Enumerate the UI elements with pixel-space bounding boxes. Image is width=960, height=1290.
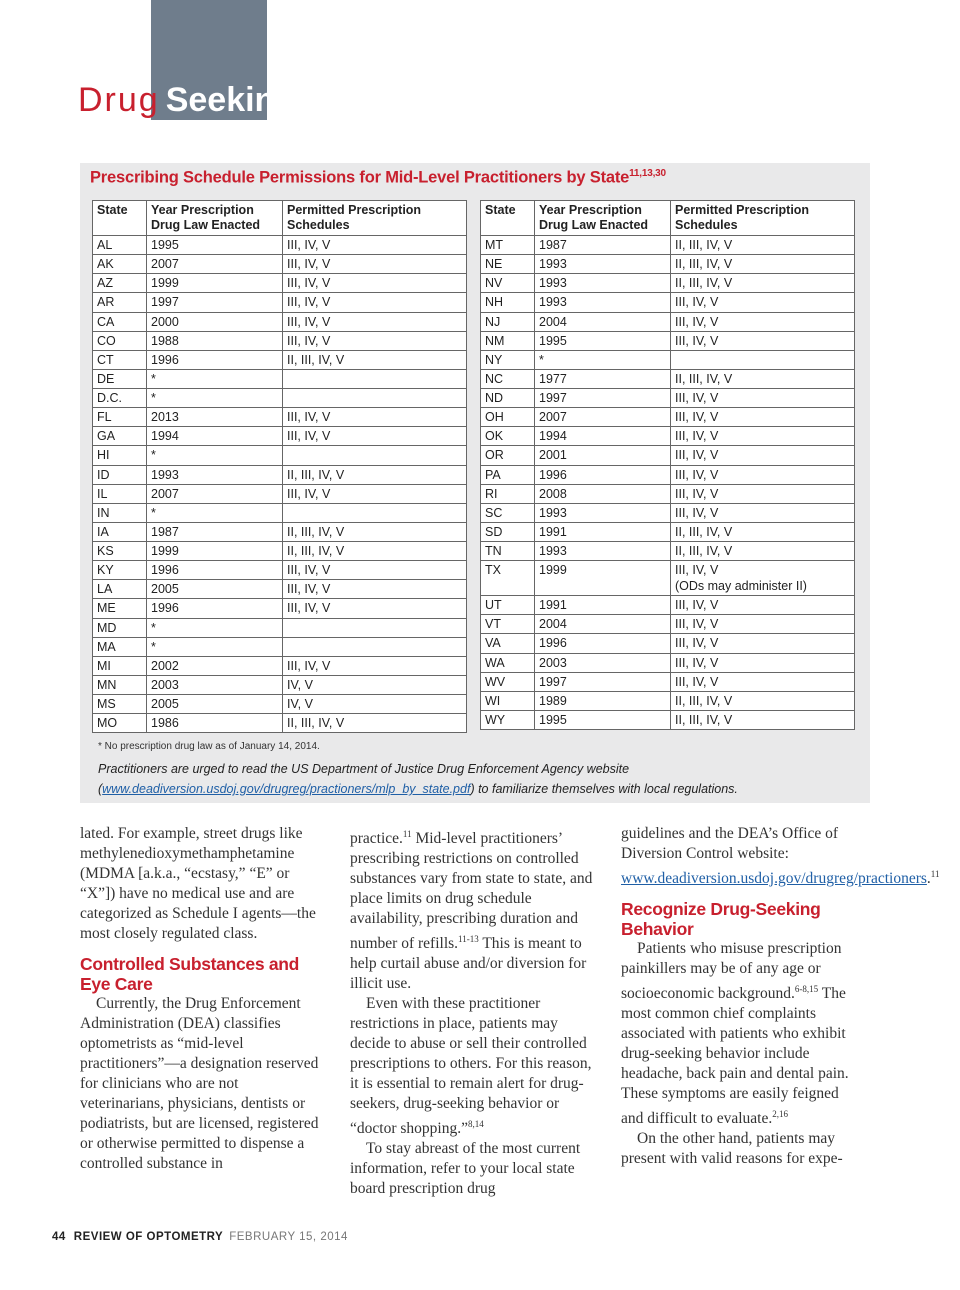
cell-year: 1987 xyxy=(535,236,671,255)
cell-year: * xyxy=(147,618,283,637)
table-row xyxy=(481,255,855,274)
table-row xyxy=(93,675,467,694)
cell-year: 1987 xyxy=(147,522,283,541)
cell-year: 2004 xyxy=(535,312,671,331)
cell-state: RI xyxy=(481,484,535,503)
text: Patients who misuse prescription painkillers may be of any age or socioeconomic background. xyxy=(621,940,842,1003)
cell-year: 2002 xyxy=(147,656,283,675)
cell-year: 1996 xyxy=(147,350,283,369)
cell-year: 1994 xyxy=(147,427,283,446)
cell-year: 2005 xyxy=(147,580,283,599)
cell-schedules: II, III, IV, V xyxy=(283,542,467,561)
cell-year: 2007 xyxy=(535,408,671,427)
paragraph xyxy=(621,939,865,1129)
table-row xyxy=(481,465,855,484)
table-row xyxy=(93,274,467,293)
advisory-text-pre: Practitioners are urged to read the US Department of Justice Drug Enforcement Agency website ( xyxy=(98,762,630,796)
sidebar-title-text: Prescribing Schedule Permissions for Mid-Level Practitioners by State xyxy=(90,168,630,187)
table-row xyxy=(481,274,855,293)
table-row xyxy=(93,408,467,427)
table-row xyxy=(481,710,855,729)
column-header-schedules: Permitted Prescription Schedules xyxy=(671,201,855,236)
cell-state: MT xyxy=(481,236,535,255)
cell-schedules: III, IV, V xyxy=(283,274,467,293)
cell-year: * xyxy=(535,350,671,369)
cell-year: 1977 xyxy=(535,369,671,388)
subheading-recognize-behavior: Recognize Drug-Seeking Behavior xyxy=(621,899,821,940)
cell-state: WI xyxy=(481,691,535,710)
cell-year: 2008 xyxy=(535,484,671,503)
table-row xyxy=(481,293,855,312)
cell-state: HI xyxy=(93,446,147,465)
ref: 11-13 xyxy=(458,934,479,945)
cell-state: NY xyxy=(481,350,535,369)
cell-state: AZ xyxy=(93,274,147,293)
cell-state: SD xyxy=(481,522,535,541)
text: . xyxy=(926,870,931,888)
cell-state: D.C. xyxy=(93,389,147,408)
cell-year: * xyxy=(147,369,283,388)
schedule-table-right xyxy=(480,200,855,730)
table-row xyxy=(481,389,855,408)
cell-year: 1989 xyxy=(535,691,671,710)
section-title xyxy=(78,80,296,120)
cell-schedules: III, IV, V xyxy=(283,236,467,255)
cell-year: 1993 xyxy=(535,542,671,561)
cell-schedules: III, IV, V xyxy=(671,672,855,691)
issue-date: FEBRUARY 15, 2014 xyxy=(229,1231,348,1243)
article-column-1 xyxy=(80,824,324,1174)
table-body-left xyxy=(93,236,467,733)
cell-state: TN xyxy=(481,542,535,561)
column-header-year: Year Prescription Drug Law Enacted xyxy=(147,201,283,236)
table-row xyxy=(93,255,467,274)
ref: 11 xyxy=(402,829,412,839)
paragraph: lated. For example, street drugs like methylenedioxymethamphetamine (MDMA [a.k.a., “ecstasy,” “E” or “X”]) have no medical use and are categorized as Schedule I agents—the most closely regulated class. xyxy=(80,825,316,942)
cell-schedules: III, IV, V xyxy=(671,484,855,503)
cell-state: IL xyxy=(93,484,147,503)
cell-state: PA xyxy=(481,465,535,484)
column-header-state: State xyxy=(93,201,147,236)
cell-year: 1993 xyxy=(535,255,671,274)
table-body-right xyxy=(481,236,855,730)
cell-schedules xyxy=(283,389,467,408)
table-row xyxy=(93,637,467,656)
table-row xyxy=(93,714,467,733)
table-row xyxy=(93,522,467,541)
cell-year: 1999 xyxy=(535,561,671,596)
cell-year: 1996 xyxy=(147,599,283,618)
cell-state: AL xyxy=(93,236,147,255)
table-row xyxy=(93,389,467,408)
cell-schedules xyxy=(283,446,467,465)
article-column-2 xyxy=(350,824,594,1199)
cell-state: OH xyxy=(481,408,535,427)
table-row xyxy=(481,672,855,691)
cell-state: WV xyxy=(481,672,535,691)
table-row xyxy=(93,369,467,388)
subheading-controlled-substances: Controlled Substances and Eye Care xyxy=(80,954,300,994)
table-row xyxy=(93,561,467,580)
cell-schedules: IV, V xyxy=(283,675,467,694)
paragraph xyxy=(350,824,594,994)
cell-state: OK xyxy=(481,427,535,446)
cell-state: MA xyxy=(93,637,147,656)
cell-schedules xyxy=(283,637,467,656)
table-header-row xyxy=(481,201,855,236)
cell-state: NC xyxy=(481,369,535,388)
cell-schedules: II, III, IV, V xyxy=(671,274,855,293)
cell-schedules: II, III, IV, V xyxy=(283,522,467,541)
cell-state: UT xyxy=(481,596,535,615)
cell-state: MO xyxy=(93,714,147,733)
table-row xyxy=(481,446,855,465)
table-row xyxy=(93,503,467,522)
cell-schedules: III, IV, V xyxy=(283,293,467,312)
cell-state: CO xyxy=(93,331,147,350)
cell-schedules: III, IV, V xyxy=(283,427,467,446)
cell-state: NV xyxy=(481,274,535,293)
cell-state: WY xyxy=(481,710,535,729)
cell-state: KS xyxy=(93,542,147,561)
cell-schedules: II, III, IV, V xyxy=(671,369,855,388)
cell-year: * xyxy=(147,637,283,656)
sidebar-title xyxy=(90,168,666,188)
schedule-table-left xyxy=(92,200,467,733)
cell-schedules: III, IV, V xyxy=(283,484,467,503)
cell-year: 1999 xyxy=(147,542,283,561)
cell-schedules: III, IV, V xyxy=(671,503,855,522)
table-row xyxy=(93,465,467,484)
cell-state: MI xyxy=(93,656,147,675)
table-row xyxy=(481,596,855,615)
ref: 2,16 xyxy=(772,1109,788,1120)
cell-year: 2007 xyxy=(147,255,283,274)
cell-state: ME xyxy=(93,599,147,618)
page-footer xyxy=(52,1231,348,1243)
cell-year: 1993 xyxy=(535,503,671,522)
table-row xyxy=(93,599,467,618)
ref: 11 xyxy=(930,869,940,879)
text: The most common chief complaints associated with patients who exhibit drug-seeking behavior include headache, back pain and dental pain. These symptoms are easily feigned and difficult to evaluate. xyxy=(621,985,849,1128)
table-row xyxy=(93,656,467,675)
cell-schedules: III, IV, V xyxy=(671,634,855,653)
column-header-schedules: Permitted Prescription Schedules xyxy=(283,201,467,236)
cell-schedules: III, IV, V xyxy=(671,653,855,672)
cell-state: GA xyxy=(93,427,147,446)
advisory-note xyxy=(98,759,858,799)
text: Mid-level practitioners’ prescribing restrictions on controlled substances vary from state to state, and place limits on drug schedule availability, prescribing duration and number of refills. xyxy=(350,830,593,953)
table-row xyxy=(481,369,855,388)
cell-state: KY xyxy=(93,561,147,580)
table-row xyxy=(481,615,855,634)
cell-schedules: III, IV, V xyxy=(283,312,467,331)
cell-state: MN xyxy=(93,675,147,694)
cell-year: 1997 xyxy=(147,293,283,312)
cell-schedules: III, IV, V (ODs may administer II) xyxy=(671,561,855,596)
cell-schedules: II, III, IV, V xyxy=(671,542,855,561)
text: practice. xyxy=(350,830,403,848)
cell-year: 1996 xyxy=(147,561,283,580)
cell-year: * xyxy=(147,503,283,522)
cell-schedules: III, IV, V xyxy=(283,408,467,427)
cell-schedules: II, III, IV, V xyxy=(283,465,467,484)
cell-year: 1988 xyxy=(147,331,283,350)
text: Even with these practitioner restrictions in place, patients may decide to abuse or sell their controlled prescriptions to others. For this reason, it is essential to remain alert for drug-seekers, drug-seeking behavior or “doctor shopping.” xyxy=(350,995,592,1138)
table-row xyxy=(481,561,855,596)
paragraph: On the other hand, patients may present with valid reasons for expe- xyxy=(621,1130,843,1168)
paragraph xyxy=(621,824,940,889)
text: guidelines and the DEA’s Office of Diversion Control website: xyxy=(621,825,839,862)
cell-year: 1986 xyxy=(147,714,283,733)
table-row xyxy=(481,331,855,350)
cell-year: 2007 xyxy=(147,484,283,503)
cell-state: LA xyxy=(93,580,147,599)
table-row xyxy=(481,427,855,446)
cell-year: 1995 xyxy=(147,236,283,255)
cell-year: 1993 xyxy=(535,293,671,312)
cell-state: FL xyxy=(93,408,147,427)
table-row xyxy=(93,350,467,369)
ref: 8,14 xyxy=(467,1119,484,1130)
cell-schedules: III, IV, V xyxy=(283,255,467,274)
table-row xyxy=(481,653,855,672)
cell-year: 1996 xyxy=(535,465,671,484)
table-row xyxy=(481,236,855,255)
cell-year: * xyxy=(147,446,283,465)
column-header-state: State xyxy=(481,201,535,236)
cell-state: OR xyxy=(481,446,535,465)
cell-year: 1999 xyxy=(147,274,283,293)
cell-state: IA xyxy=(93,522,147,541)
cell-state: ND xyxy=(481,389,535,408)
cell-year: 1995 xyxy=(535,331,671,350)
cell-year: 1995 xyxy=(535,710,671,729)
cell-schedules: II, III, IV, V xyxy=(283,714,467,733)
cell-schedules: II, III, IV, V xyxy=(283,350,467,369)
cell-year: 2001 xyxy=(535,446,671,465)
cell-schedules xyxy=(283,503,467,522)
paragraph: To stay abreast of the most current information, refer to your local state board prescription drug xyxy=(350,1140,581,1198)
text: This is meant to help curtail abuse and/or diversion for illicit use. xyxy=(350,935,587,993)
cell-schedules: III, IV, V xyxy=(283,580,467,599)
cell-state: CA xyxy=(93,312,147,331)
table-row xyxy=(93,542,467,561)
advisory-text-post: ) to familiarize themselves with local regulations. xyxy=(470,782,738,796)
cell-schedules: III, IV, V xyxy=(283,599,467,618)
cell-schedules: III, IV, V xyxy=(283,331,467,350)
cell-state: NJ xyxy=(481,312,535,331)
cell-schedules: III, IV, V xyxy=(671,596,855,615)
page-number: 44 xyxy=(52,1231,66,1243)
cell-state: MD xyxy=(93,618,147,637)
cell-schedules: III, IV, V xyxy=(671,389,855,408)
cell-year: 1996 xyxy=(535,634,671,653)
cell-schedules: III, IV, V xyxy=(671,293,855,312)
table-row xyxy=(93,331,467,350)
cell-schedules: II, III, IV, V xyxy=(671,691,855,710)
cell-year: 1997 xyxy=(535,672,671,691)
table-row xyxy=(481,542,855,561)
table-row xyxy=(93,446,467,465)
cell-schedules: III, IV, V xyxy=(671,312,855,331)
cell-schedules: II, III, IV, V xyxy=(671,236,855,255)
table-row xyxy=(93,695,467,714)
column-header-year: Year Prescription Drug Law Enacted xyxy=(535,201,671,236)
table-footnote: * No prescription drug law as of January 14, 2014. xyxy=(98,741,320,752)
cell-year: 1993 xyxy=(147,465,283,484)
cell-schedules: III, IV, V xyxy=(671,408,855,427)
cell-schedules: IV, V xyxy=(283,695,467,714)
table-row xyxy=(481,484,855,503)
table-row xyxy=(481,634,855,653)
cell-year: 2013 xyxy=(147,408,283,427)
cell-state: MS xyxy=(93,695,147,714)
cell-year: 1993 xyxy=(535,274,671,293)
cell-state: NM xyxy=(481,331,535,350)
cell-state: NH xyxy=(481,293,535,312)
cell-year: 1991 xyxy=(535,596,671,615)
cell-state: DE xyxy=(93,369,147,388)
table-row xyxy=(481,408,855,427)
table-row xyxy=(93,484,467,503)
table-row xyxy=(93,580,467,599)
dea-website-link[interactable]: www.deadiversion.usdoj.gov/drugreg/practioners/mlp_by_state.pdf xyxy=(102,782,471,796)
table-row xyxy=(93,618,467,637)
table-row xyxy=(481,350,855,369)
cell-state: IN xyxy=(93,503,147,522)
cell-year: * xyxy=(147,389,283,408)
table-row xyxy=(481,312,855,331)
tx-note: (ODs may administer II) xyxy=(675,579,807,594)
cell-schedules: II, III, IV, V xyxy=(671,522,855,541)
table-row xyxy=(93,293,467,312)
dea-practitioners-link[interactable]: www.deadiversion.usdoj.gov/drugreg/practioners xyxy=(621,870,927,888)
cell-state: VT xyxy=(481,615,535,634)
cell-schedules: III, IV, V xyxy=(671,331,855,350)
cell-schedules: III, IV, V xyxy=(671,446,855,465)
cell-state: CT xyxy=(93,350,147,369)
table-row xyxy=(93,236,467,255)
sidebar-title-refs: 11,13,30 xyxy=(629,168,666,179)
cell-state: AR xyxy=(93,293,147,312)
cell-schedules: III, IV, V xyxy=(283,656,467,675)
table-row xyxy=(481,691,855,710)
section-title-word-2: Seeking xyxy=(165,81,297,119)
cell-state: ID xyxy=(93,465,147,484)
cell-schedules: III, IV, V xyxy=(671,427,855,446)
cell-state: NE xyxy=(481,255,535,274)
cell-schedules xyxy=(671,350,855,369)
paragraph: Currently, the Drug Enforcement Administration (DEA) classifies optometrists as “mid-level practitioners”—a designation reserved for clinicians who are not veterinarians, physicians, dentists or podiatrists, but are licensed, registered or otherwise permitted to dispense a controlled substance in xyxy=(80,995,319,1172)
cell-schedules: III, IV, V xyxy=(671,615,855,634)
cell-year: 2005 xyxy=(147,695,283,714)
table-row xyxy=(481,522,855,541)
table-row xyxy=(481,503,855,522)
cell-state: SC xyxy=(481,503,535,522)
cell-state: VA xyxy=(481,634,535,653)
cell-schedules: III, IV, V xyxy=(671,465,855,484)
section-title-word-1: Drug xyxy=(78,81,160,119)
cell-state: WA xyxy=(481,653,535,672)
cell-schedules: II, III, IV, V xyxy=(671,710,855,729)
cell-year: 2000 xyxy=(147,312,283,331)
cell-year: 1994 xyxy=(535,427,671,446)
cell-year: 1991 xyxy=(535,522,671,541)
cell-year: 2003 xyxy=(535,653,671,672)
paragraph xyxy=(350,994,594,1139)
cell-year: 2004 xyxy=(535,615,671,634)
cell-schedules: III, IV, V xyxy=(283,561,467,580)
article-column-3 xyxy=(621,824,940,1169)
cell-year: 2003 xyxy=(147,675,283,694)
magazine-name: REVIEW OF OPTOMETRY xyxy=(73,1231,224,1243)
table-header-row xyxy=(93,201,467,236)
cell-state: TX xyxy=(481,561,535,596)
cell-state: AK xyxy=(93,255,147,274)
cell-schedules xyxy=(283,369,467,388)
table-row xyxy=(93,427,467,446)
ref: 6-8,15 xyxy=(794,984,819,995)
table-row xyxy=(93,312,467,331)
cell-schedules: II, III, IV, V xyxy=(671,255,855,274)
cell-year: 1997 xyxy=(535,389,671,408)
cell-schedules xyxy=(283,618,467,637)
